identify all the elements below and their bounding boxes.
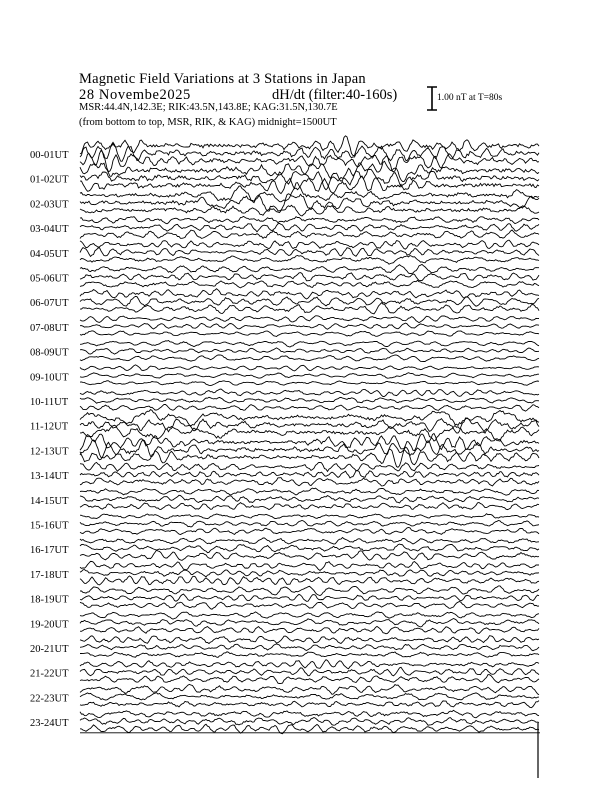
trace-kag-06-07ut xyxy=(80,289,539,299)
trace-rik-14-15ut xyxy=(80,495,539,503)
trace-msr-11-12ut xyxy=(80,425,539,441)
trace-rik-21-22ut xyxy=(80,667,539,676)
hour-row-label: 19-20UT xyxy=(30,619,69,631)
hour-row-label: 03-04UT xyxy=(30,224,69,236)
trace-rik-17-18ut xyxy=(80,570,539,577)
hour-row-label: 17-18UT xyxy=(30,569,69,581)
trace-kag-08-09ut xyxy=(80,341,539,348)
trace-rik-05-06ut xyxy=(80,273,539,281)
hour-row-label: 02-03UT xyxy=(30,199,69,211)
hour-row-label: 21-22UT xyxy=(30,668,69,680)
trace-rik-16-17ut xyxy=(80,544,539,553)
trace-msr-05-06ut xyxy=(80,280,539,288)
trace-kag-19-20ut xyxy=(80,612,539,619)
trace-rik-19-20ut xyxy=(80,619,539,627)
hour-row-label: 18-19UT xyxy=(30,594,69,606)
hour-row-label: 13-14UT xyxy=(30,471,69,483)
hour-row-label: 09-10UT xyxy=(30,372,69,384)
trace-kag-02-03ut xyxy=(80,183,539,203)
trace-rik-22-23ut xyxy=(80,693,539,700)
trace-rik-15-16ut xyxy=(80,521,539,528)
trace-kag-05-06ut xyxy=(80,264,539,273)
trace-msr-08-09ut xyxy=(80,355,539,362)
trace-msr-03-04ut xyxy=(80,230,539,239)
trace-rik-18-19ut xyxy=(80,594,539,601)
trace-rik-08-09ut xyxy=(80,348,539,354)
chart-title: Magnetic Field Variations at 3 Stations in Japan xyxy=(79,71,366,87)
hour-row-label: 05-06UT xyxy=(30,273,69,285)
trace-kag-18-19ut xyxy=(80,586,539,596)
trace-kag-00-01ut xyxy=(80,136,539,156)
trace-rik-03-04ut xyxy=(80,223,539,231)
hour-row-label: 00-01UT xyxy=(30,150,69,161)
chart-date: 28 Novembe2025 xyxy=(79,87,191,103)
trace-kag-16-17ut xyxy=(80,538,539,545)
trace-msr-06-07ut xyxy=(80,303,539,314)
trace-kag-14-15ut xyxy=(80,488,539,495)
trace-kag-21-22ut xyxy=(80,660,539,669)
trace-msr-18-19ut xyxy=(80,602,539,610)
trace-kag-20-21ut xyxy=(80,636,539,644)
hour-row-label: 06-07UT xyxy=(30,298,69,310)
hour-row-label: 22-23UT xyxy=(30,693,69,705)
hour-row-label: 15-16UT xyxy=(30,520,69,532)
trace-kag-15-16ut xyxy=(80,514,539,519)
trace-msr-17-18ut xyxy=(80,576,539,585)
hour-row-label: 16-17UT xyxy=(30,545,69,557)
trace-rik-23-24ut xyxy=(80,718,539,726)
trace-msr-23-24ut xyxy=(80,724,539,734)
trace-msr-07-08ut xyxy=(80,331,539,337)
trace-msr-02-03ut xyxy=(80,205,539,216)
trace-msr-20-21ut xyxy=(80,652,539,658)
trace-msr-15-16ut xyxy=(80,528,539,535)
chart-quantity: dH/dt (filter:40-160s) xyxy=(272,87,398,103)
trace-kag-10-11ut xyxy=(80,389,539,397)
trace-rik-06-07ut xyxy=(80,296,539,306)
hour-row-label: 14-15UT xyxy=(30,495,69,507)
hour-row-label: 11-12UT xyxy=(30,421,69,433)
hour-row-label: 20-21UT xyxy=(30,644,69,655)
trace-rik-09-10ut xyxy=(80,373,539,379)
hour-row-label: 01-02UT xyxy=(30,174,69,186)
trace-rik-10-11ut xyxy=(80,397,539,403)
trace-kag-17-18ut xyxy=(80,561,539,570)
trace-rik-07-08ut xyxy=(80,323,539,329)
hour-row-label: 10-11UT xyxy=(30,397,69,408)
trace-msr-04-05ut xyxy=(80,256,539,265)
trace-rik-20-21ut xyxy=(80,644,539,651)
trace-msr-19-20ut xyxy=(80,626,539,633)
station-order-note: (from bottom to top, MSR, RIK, & KAG) midnight=1500UT xyxy=(79,117,337,128)
hour-row-label: 04-05UT xyxy=(30,248,69,260)
hour-row-label: 08-09UT xyxy=(30,347,69,359)
hour-row-label: 07-08UT xyxy=(30,322,69,334)
hour-row-label: 23-24UT xyxy=(30,718,69,730)
trace-msr-16-17ut xyxy=(80,550,539,560)
trace-kag-23-24ut xyxy=(80,710,539,718)
trace-msr-13-14ut xyxy=(80,478,539,486)
trace-kag-07-08ut xyxy=(80,316,539,323)
trace-rik-13-14ut xyxy=(80,471,539,478)
trace-msr-14-15ut xyxy=(80,503,539,510)
scale-label: 1.00 nT at T=80s xyxy=(437,93,503,103)
station-list: MSR:44.4N,142.3E; RIK:43.5N,143.8E; KAG:31.5N,130.7E xyxy=(79,102,338,113)
trace-kag-04-05ut xyxy=(80,240,539,249)
trace-kag-09-10ut xyxy=(80,365,539,371)
trace-msr-09-10ut xyxy=(80,381,539,386)
trace-kag-03-04ut xyxy=(80,216,539,223)
hour-row-label: 12-13UT xyxy=(30,446,69,458)
trace-msr-10-11ut xyxy=(80,404,539,411)
trace-msr-22-23ut xyxy=(80,701,539,708)
scale-bar xyxy=(427,87,437,110)
trace-rik-12-13ut xyxy=(80,440,539,457)
trace-kag-22-23ut xyxy=(80,684,539,694)
trace-rik-04-05ut xyxy=(80,248,539,257)
trace-kag-11-12ut xyxy=(80,410,539,426)
trace-kag-13-14ut xyxy=(80,462,539,471)
